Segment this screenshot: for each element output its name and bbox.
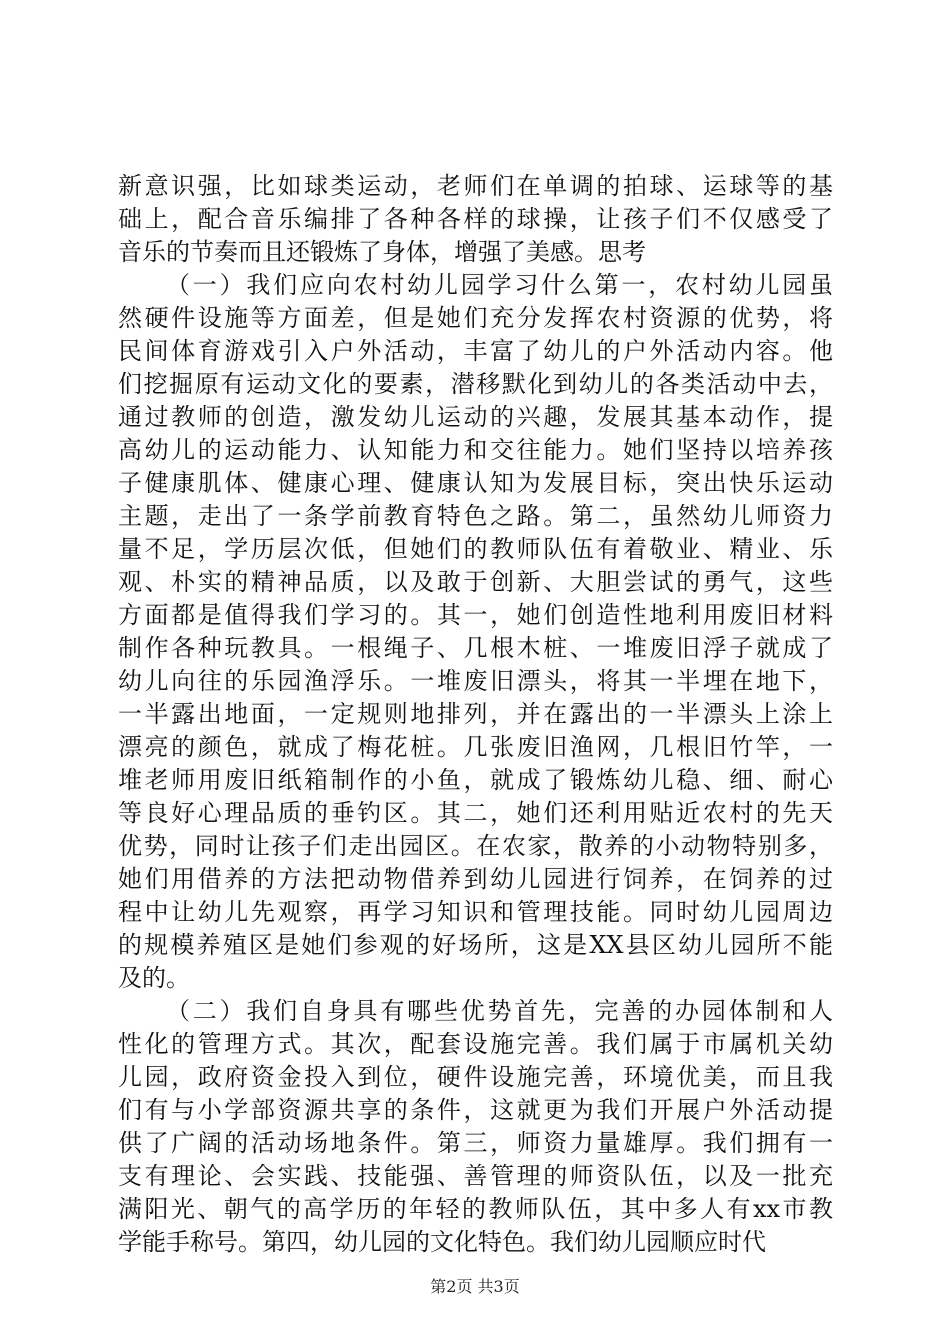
text-line: 方面都是值得我们学习的。其一，她们创造性地利用废旧材料	[118, 601, 833, 629]
text-line: 她们用借养的方法把动物借养到幼儿园进行饲养，在饲养的过	[118, 865, 833, 893]
page-footer: 第2页 共3页	[430, 1277, 520, 1296]
text-line: 供了广阔的活动场地条件。第三，师资力量雄厚。我们拥有一	[118, 1129, 833, 1157]
text-line: 等良好心理品质的垂钓区。其二，她们还利用贴近农村的先天	[118, 799, 833, 827]
text-line: 量不足，学历层次低，但她们的教师队伍有着敬业、精业、乐	[118, 535, 833, 563]
text-line: 子健康肌体、健康心理、健康认知为发展目标，突出快乐运动	[118, 469, 833, 497]
text-line: 们有与小学部资源共享的条件，这就更为我们开展户外活动提	[118, 1096, 833, 1124]
text-line: （一）我们应向农村幼儿园学习什么第一，农村幼儿园虽	[166, 271, 833, 299]
text-line: 高幼儿的运动能力、认知能力和交往能力。她们坚持以培养孩	[118, 436, 833, 464]
text-line: 一半露出地面，一定规则地排列，并在露出的一半漂头上涂上	[118, 700, 833, 728]
text-line: 然硬件设施等方面差，但是她们充分发挥农村资源的优势，将	[118, 304, 833, 332]
text-line: 程中让幼儿先观察，再学习知识和管理技能。同时幼儿园周边	[118, 898, 833, 926]
text-line: 通过教师的创造，激发幼儿运动的兴趣，发展其基本动作，提	[118, 403, 833, 431]
text-line: 观、朴实的精神品质，以及敢于创新、大胆尝试的勇气，这些	[118, 568, 833, 596]
text-line: 支有理论、会实践、技能强、善管理的师资队伍，以及一批充	[118, 1162, 833, 1190]
text-line: 性化的管理方式。其次，配套设施完善。我们属于市属机关幼	[118, 1030, 833, 1058]
text-line: 儿园，政府资金投入到位，硬件设施完善，环境优美，而且我	[118, 1063, 833, 1091]
text-line: 漂亮的颜色，就成了梅花桩。几张废旧渔网，几根旧竹竿，一	[118, 733, 833, 761]
document-body	[118, 170, 833, 1259]
text-line: （二）我们自身具有哪些优势首先，完善的办园体制和人	[166, 997, 833, 1025]
text-line: 民间体育游戏引入户外活动，丰富了幼儿的户外活动内容。他	[118, 337, 833, 365]
text-line: 优势，同时让孩子们走出园区。在农家，散养的小动物特别多，	[118, 832, 833, 860]
text-line: 幼儿向往的乐园渔浮乐。一堆废旧漂头，将其一半埋在地下，	[118, 667, 833, 695]
text-line: 堆老师用废旧纸箱制作的小鱼，就成了锻炼幼儿稳、细、耐心	[118, 766, 833, 794]
text-line: 的规模养殖区是她们参观的好场所，这是XX县区幼儿园所不能	[118, 931, 833, 959]
text-line: 及的。	[118, 964, 190, 992]
text-line: 主题，走出了一条学前教育特色之路。第二，虽然幼儿师资力	[118, 502, 833, 530]
text-line: 学能手称号。第四，幼儿园的文化特色。我们幼儿园顺应时代	[118, 1228, 766, 1256]
text-line: 制作各种玩教具。一根绳子、几根木桩、一堆废旧浮子就成了	[118, 634, 833, 662]
text-line: 们挖掘原有运动文化的要素，潜移默化到幼儿的各类活动中去，	[118, 370, 833, 398]
text-line: 满阳光、朝气的高学历的年轻的教师队伍，其中多人有xx市教	[118, 1195, 833, 1223]
text-line: 础上，配合音乐编排了各种各样的球操，让孩子们不仅感受了	[118, 205, 833, 233]
text-line: 新意识强，比如球类运动，老师们在单调的拍球、运球等的基	[118, 172, 833, 200]
text-line: 音乐的节奏而且还锻炼了身体，增强了美感。思考	[118, 238, 646, 266]
